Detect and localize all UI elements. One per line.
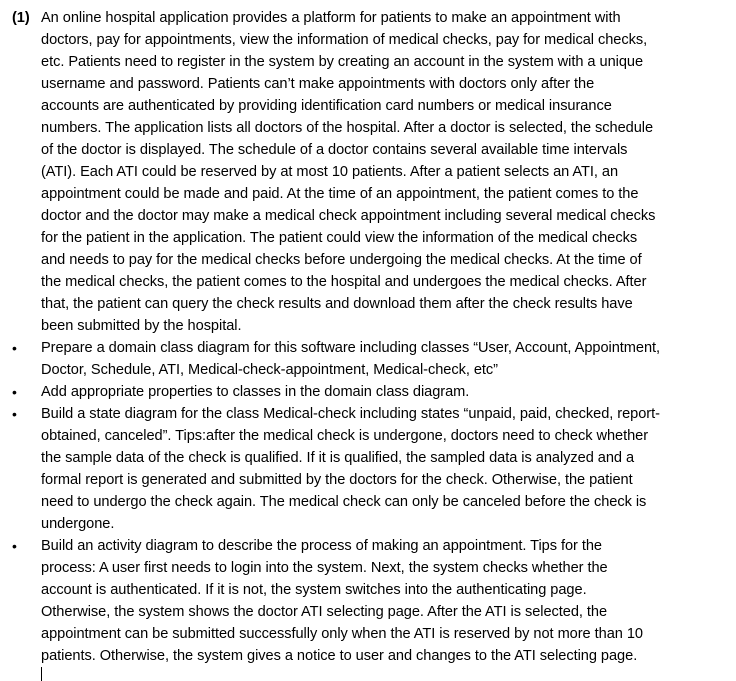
paragraph-line [0, 73, 736, 95]
document-body [0, 7, 736, 667]
bullet-item-line [0, 469, 736, 491]
paragraph-text: appointment could be made and paid. At the time of an appointment, the patient comes to the [41, 186, 639, 202]
paragraph-text: the medical checks, the patient comes to the hospital and undergoes the medical checks. After [41, 274, 647, 290]
paragraph-line [0, 315, 736, 337]
bullet-text: Add appropriate properties to classes in the domain class diagram. [41, 384, 470, 400]
bullet-text: Doctor, Schedule, ATI, Medical-check-appointment, Medical-check, etc” [41, 362, 498, 378]
paragraph-text: that, the patient can query the check results and download them after the check results have [41, 296, 633, 312]
bullet-item-line [0, 447, 736, 469]
bullet-text: obtained, canceled”. Tips:after the medical check is undergone, doctors need to check whether [41, 428, 649, 444]
bullet-item-line [0, 579, 736, 601]
paragraph-text: username and password. Patients can’t make appointments with doctors only after the [41, 76, 595, 92]
bullet-text: patients. Otherwise, the system gives a notice to user and changes to the ATI selecting page. [41, 648, 638, 664]
paragraph-text: accounts are authenticated by providing identification card numbers or medical insurance [41, 98, 612, 114]
paragraph-text: for the patient in the application. The patient could view the information of the medical checks [41, 230, 638, 246]
paragraph-text: An online hospital application provides a platform for patients to make an appointment with [41, 10, 621, 26]
paragraph-text: and needs to pay for the medical checks before undergoing the medical checks. At the time of [41, 252, 642, 268]
paragraph-text: numbers. The application lists all doctors of the hospital. After a doctor is selected, the schedule [41, 120, 654, 136]
bullet-text: need to undergo the check again. The medical check can only be canceled before the check is [41, 494, 647, 510]
paragraph-text: (ATI). Each ATI could be reserved by at most 10 patients. After a patient selects an ATI, an [41, 164, 619, 180]
bullet-text: account is authenticated. If it is not, the system switches into the authenticating page. [41, 582, 587, 598]
paragraph-text: of the doctor is displayed. The schedule of a doctor contains several available time intervals [41, 142, 628, 158]
paragraph-line [0, 7, 736, 29]
bullet-item [0, 337, 736, 359]
paragraph-line [0, 205, 736, 227]
bullet-text: Prepare a domain class diagram for this software including classes “User, Account, Appointment, [41, 340, 661, 356]
bullet-icon: • [12, 340, 17, 356]
bullet-text: the sample data of the check is qualified. If it is qualified, the sampled data is analyzed and a [41, 450, 635, 466]
bullet-text: undergone. [41, 516, 115, 532]
paragraph-line [0, 117, 736, 139]
paragraph-line [0, 51, 736, 73]
paragraph-text: doctors, pay for appointments, view the information of medical checks, pay for medical checks, [41, 32, 648, 48]
paragraph-line [0, 95, 736, 117]
bullet-text: appointment can be submitted successfully only when the ATI is reserved by not more than 10 [41, 626, 643, 642]
text-cursor [41, 667, 42, 681]
bullet-item-line [0, 645, 736, 667]
paragraph-line [0, 183, 736, 205]
bullet-item [0, 535, 736, 557]
bullet-item-line [0, 491, 736, 513]
paragraph-line [0, 249, 736, 271]
bullet-text: formal report is generated and submitted by the doctors for the check. Otherwise, the patient [41, 472, 633, 488]
bullet-text: Build a state diagram for the class Medical-check including states “unpaid, paid, checked, report- [41, 406, 660, 422]
bullet-item-line [0, 557, 736, 579]
paragraph-line [0, 227, 736, 249]
bullet-icon: • [12, 384, 17, 400]
bullet-item-line [0, 513, 736, 535]
bullet-item-line [0, 623, 736, 645]
paragraph-line [0, 293, 736, 315]
bullet-text: Otherwise, the system shows the doctor ATI selecting page. After the ATI is selected, the [41, 604, 608, 620]
paragraph-line [0, 29, 736, 51]
paragraph-text: doctor and the doctor may make a medical check appointment including several medical checks [41, 208, 656, 224]
bullet-item-line [0, 359, 736, 381]
bullet-text: Build an activity diagram to describe the process of making an appointment. Tips for the [41, 538, 603, 554]
paragraph-line [0, 271, 736, 293]
bullet-icon: • [12, 538, 17, 554]
question-number: (1) [12, 10, 30, 26]
bullet-text: process: A user first needs to login into the system. Next, the system checks whether the [41, 560, 608, 576]
bullet-item [0, 403, 736, 425]
bullet-item-line [0, 425, 736, 447]
paragraph-line [0, 161, 736, 183]
paragraph-line [0, 139, 736, 161]
bullet-icon: • [12, 406, 17, 422]
bullet-item-line [0, 601, 736, 623]
paragraph-text: been submitted by the hospital. [41, 318, 242, 334]
paragraph-text: etc. Patients need to register in the system by creating an account in the system with a unique [41, 54, 644, 70]
bullet-item [0, 381, 736, 403]
